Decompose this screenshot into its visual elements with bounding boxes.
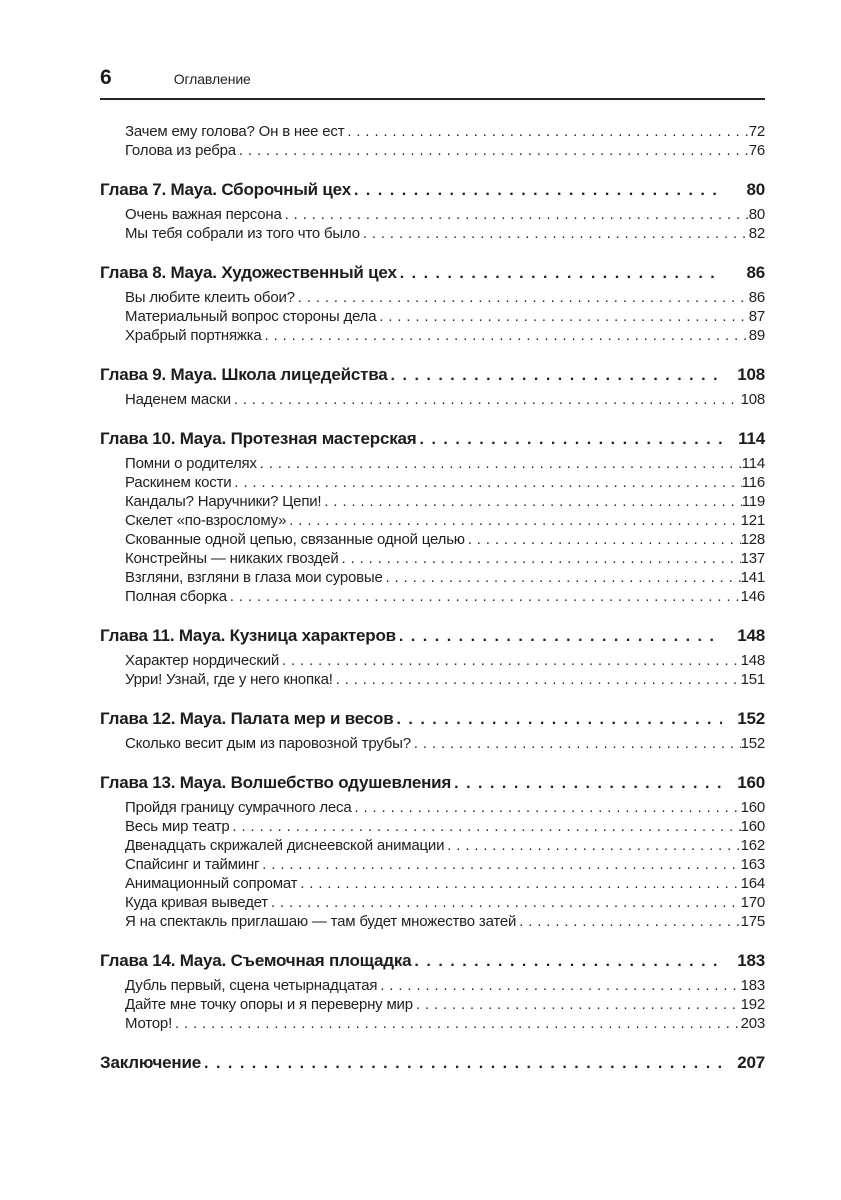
entry-page-number: 170 [740, 894, 765, 911]
entry-page-number: 87 [748, 308, 765, 325]
entry-title: Спайсинг и тайминг [125, 856, 260, 873]
dot-leader [231, 390, 741, 410]
entry-page-number: 152 [737, 709, 765, 728]
entry-page-number: 121 [740, 512, 765, 529]
entry-page-number: 108 [740, 391, 765, 408]
entry-title: Констрейны — никаких гвоздей [125, 550, 339, 567]
entry-page-number: 72 [748, 123, 765, 140]
entry-page-number: 175 [740, 913, 765, 930]
dot-leader [351, 180, 722, 201]
dot-leader [411, 734, 741, 754]
entry-page-number: 163 [740, 856, 765, 873]
entry-page-number: 119 [741, 493, 765, 510]
entry-title: Голова из ребра [125, 142, 236, 159]
entry-page-number: 146 [740, 588, 765, 605]
entry-title: Куда кривая выведет [125, 894, 268, 911]
entry-page-number: 192 [740, 996, 765, 1013]
dot-leader [227, 587, 741, 607]
entry-title: Очень важная персона [125, 206, 282, 223]
dot-leader [236, 141, 749, 161]
entry-page-number: 183 [737, 951, 765, 970]
dot-leader [444, 836, 740, 856]
page-number: 6 [100, 66, 112, 89]
entry-page-number: 160 [740, 799, 765, 816]
entry-page-number: 203 [740, 1015, 765, 1032]
dot-leader [516, 912, 740, 932]
dot-leader [201, 1053, 722, 1074]
entry-page-number: 148 [737, 626, 765, 645]
entry-page-number: 151 [740, 671, 765, 688]
toc-sub-entry [100, 568, 765, 587]
toc-sub-entry [100, 511, 765, 530]
dot-leader [465, 530, 741, 550]
entry-title: Сколько весит дым из паровозной трубы? [125, 735, 411, 752]
toc-sub-entry [100, 326, 765, 345]
toc-sub-entry [100, 836, 765, 855]
toc-sub-entry [100, 307, 765, 326]
entry-page-number: 80 [746, 180, 765, 199]
entry-title: Раскинем кости [125, 474, 232, 491]
toc-section [100, 263, 765, 345]
entry-title: Глава 14. Maya. Съемочная площадка [100, 951, 412, 970]
entry-page-number: 114 [741, 455, 765, 472]
entry-title: Мы тебя собрали из того что было [125, 225, 360, 242]
dot-leader [417, 429, 723, 450]
entry-title: Храбрый портняжка [125, 327, 262, 344]
entry-page-number: 86 [748, 289, 765, 306]
dot-leader [383, 568, 741, 588]
toc-sub-entry [100, 530, 765, 549]
toc-sub-entry [100, 855, 765, 874]
dot-leader [279, 651, 741, 671]
dot-leader [377, 976, 740, 996]
dot-leader [231, 473, 741, 493]
entry-title: Глава 11. Maya. Кузница характеров [100, 626, 396, 645]
entry-page-number: 152 [740, 735, 765, 752]
entry-title: Зачем ему голова? Он в нее ест [125, 123, 345, 140]
toc-section [100, 709, 765, 753]
entry-page-number: 114 [738, 429, 765, 448]
dot-leader [339, 549, 741, 569]
dot-leader [451, 773, 722, 794]
entry-title: Глава 9. Maya. Школа лицедейства [100, 365, 388, 384]
toc-sub-entry [100, 390, 765, 409]
toc-section [100, 626, 765, 689]
toc-sub-entry [100, 817, 765, 836]
toc-section [100, 122, 765, 160]
toc-chapter-entry [100, 1053, 765, 1073]
toc-chapter-entry [100, 951, 765, 971]
toc-chapter-entry [100, 365, 765, 385]
entry-title: Наденем маски [125, 391, 231, 408]
toc-section [100, 773, 765, 931]
entry-title: Глава 7. Maya. Сборочный цех [100, 180, 351, 199]
toc-chapter-entry [100, 263, 765, 283]
entry-page-number: 108 [737, 365, 765, 384]
entry-title: Глава 12. Maya. Палата мер и весов [100, 709, 394, 728]
dot-leader [286, 511, 740, 531]
toc-sub-entry [100, 734, 765, 753]
entry-page-number: 137 [740, 550, 765, 567]
entry-title: Вы любите клеить обои? [125, 289, 295, 306]
toc-chapter-entry [100, 180, 765, 200]
entry-page-number: 160 [737, 773, 765, 792]
entry-title: Дайте мне точку опоры и я переверну мир [125, 996, 413, 1013]
entry-title: Я на спектакль приглашаю — там будет множество затей [125, 913, 517, 930]
toc-sub-entry [100, 492, 765, 511]
dot-leader [411, 951, 722, 972]
entry-title: Скелет «по-взрослому» [125, 512, 287, 529]
toc-section [100, 180, 765, 243]
toc-chapter-entry [100, 429, 765, 449]
entry-page-number: 207 [737, 1053, 765, 1072]
entry-title: Пройдя границу сумрачного леса [125, 799, 352, 816]
dot-leader [352, 798, 741, 818]
entry-page-number: 162 [740, 837, 765, 854]
toc-sub-entry [100, 893, 765, 912]
entry-title: Мотор! [125, 1015, 173, 1032]
toc-section [100, 1053, 765, 1073]
dot-leader [262, 326, 749, 346]
entry-title: Материальный вопрос стороны дела [125, 308, 377, 325]
toc-sub-entry [100, 288, 765, 307]
dot-leader [360, 224, 749, 244]
dot-leader [333, 670, 741, 690]
toc-sub-entry [100, 205, 765, 224]
toc-sub-entry [100, 912, 765, 931]
entry-title: Заключение [100, 1053, 201, 1072]
dot-leader [321, 492, 741, 512]
dot-leader [259, 855, 740, 875]
entry-title: Анимационный сопромат [125, 875, 298, 892]
entry-page-number: 82 [748, 225, 765, 242]
entry-title: Глава 10. Maya. Протезная мастерская [100, 429, 417, 448]
entry-page-number: 141 [740, 569, 765, 586]
toc-chapter-entry [100, 626, 765, 646]
dot-leader [282, 205, 749, 225]
dot-leader [413, 995, 741, 1015]
toc-sub-entry [100, 587, 765, 606]
dot-leader [396, 626, 722, 647]
toc-chapter-entry [100, 773, 765, 793]
entry-page-number: 183 [740, 977, 765, 994]
entry-title: Дубль первый, сцена четырнадцатая [125, 977, 378, 994]
toc-sub-entry [100, 549, 765, 568]
dot-leader [376, 307, 748, 327]
table-of-contents [100, 122, 765, 1073]
toc-sub-entry [100, 473, 765, 492]
entry-title: Взгляни, взгляни в глаза мои суровые [125, 569, 383, 586]
toc-sub-entry [100, 122, 765, 141]
toc-section [100, 429, 765, 606]
entry-title: Глава 8. Maya. Художественный цех [100, 263, 397, 282]
entry-page-number: 76 [748, 142, 765, 159]
dot-leader [397, 263, 722, 284]
dot-leader [257, 454, 742, 474]
entry-title: Весь мир театр [125, 818, 230, 835]
dot-leader [297, 874, 740, 894]
toc-section [100, 365, 765, 409]
entry-page-number: 164 [740, 875, 765, 892]
dot-leader [393, 709, 722, 730]
toc-sub-entry [100, 141, 765, 160]
entry-page-number: 160 [740, 818, 765, 835]
toc-sub-entry [100, 1014, 765, 1033]
toc-sub-entry [100, 670, 765, 689]
entry-page-number: 148 [740, 652, 765, 669]
dot-leader [230, 817, 741, 837]
toc-sub-entry [100, 224, 765, 243]
entry-title: Скованные одной цепью, связанные одной целью [125, 531, 465, 548]
toc-sub-entry [100, 976, 765, 995]
entry-page-number: 80 [748, 206, 765, 223]
entry-page-number: 128 [740, 531, 765, 548]
toc-sub-entry [100, 798, 765, 817]
toc-sub-entry [100, 874, 765, 893]
dot-leader [388, 365, 722, 386]
dot-leader [172, 1014, 741, 1034]
entry-title: Помни о родителях [125, 455, 257, 472]
entry-page-number: 116 [741, 474, 765, 491]
toc-section [100, 951, 765, 1033]
toc-sub-entry [100, 454, 765, 473]
entry-page-number: 86 [746, 263, 765, 282]
dot-leader [344, 122, 748, 142]
entry-title: Урри! Узнай, где у него кнопка! [125, 671, 333, 688]
toc-sub-entry [100, 651, 765, 670]
toc-sub-entry [100, 995, 765, 1014]
entry-title: Кандалы? Наручники? Цепи! [125, 493, 322, 510]
entry-title: Двенадцать скрижалей диснеевской анимации [125, 837, 445, 854]
entry-title: Характер нордический [125, 652, 280, 669]
running-head-title: Оглавление [173, 71, 251, 87]
dot-leader [295, 288, 749, 308]
dot-leader [268, 893, 741, 913]
running-head [100, 68, 765, 100]
entry-title: Глава 13. Maya. Волшебство одушевления [100, 773, 452, 792]
entry-title: Полная сборка [125, 588, 227, 605]
toc-chapter-entry [100, 709, 765, 729]
entry-page-number: 89 [748, 327, 765, 344]
